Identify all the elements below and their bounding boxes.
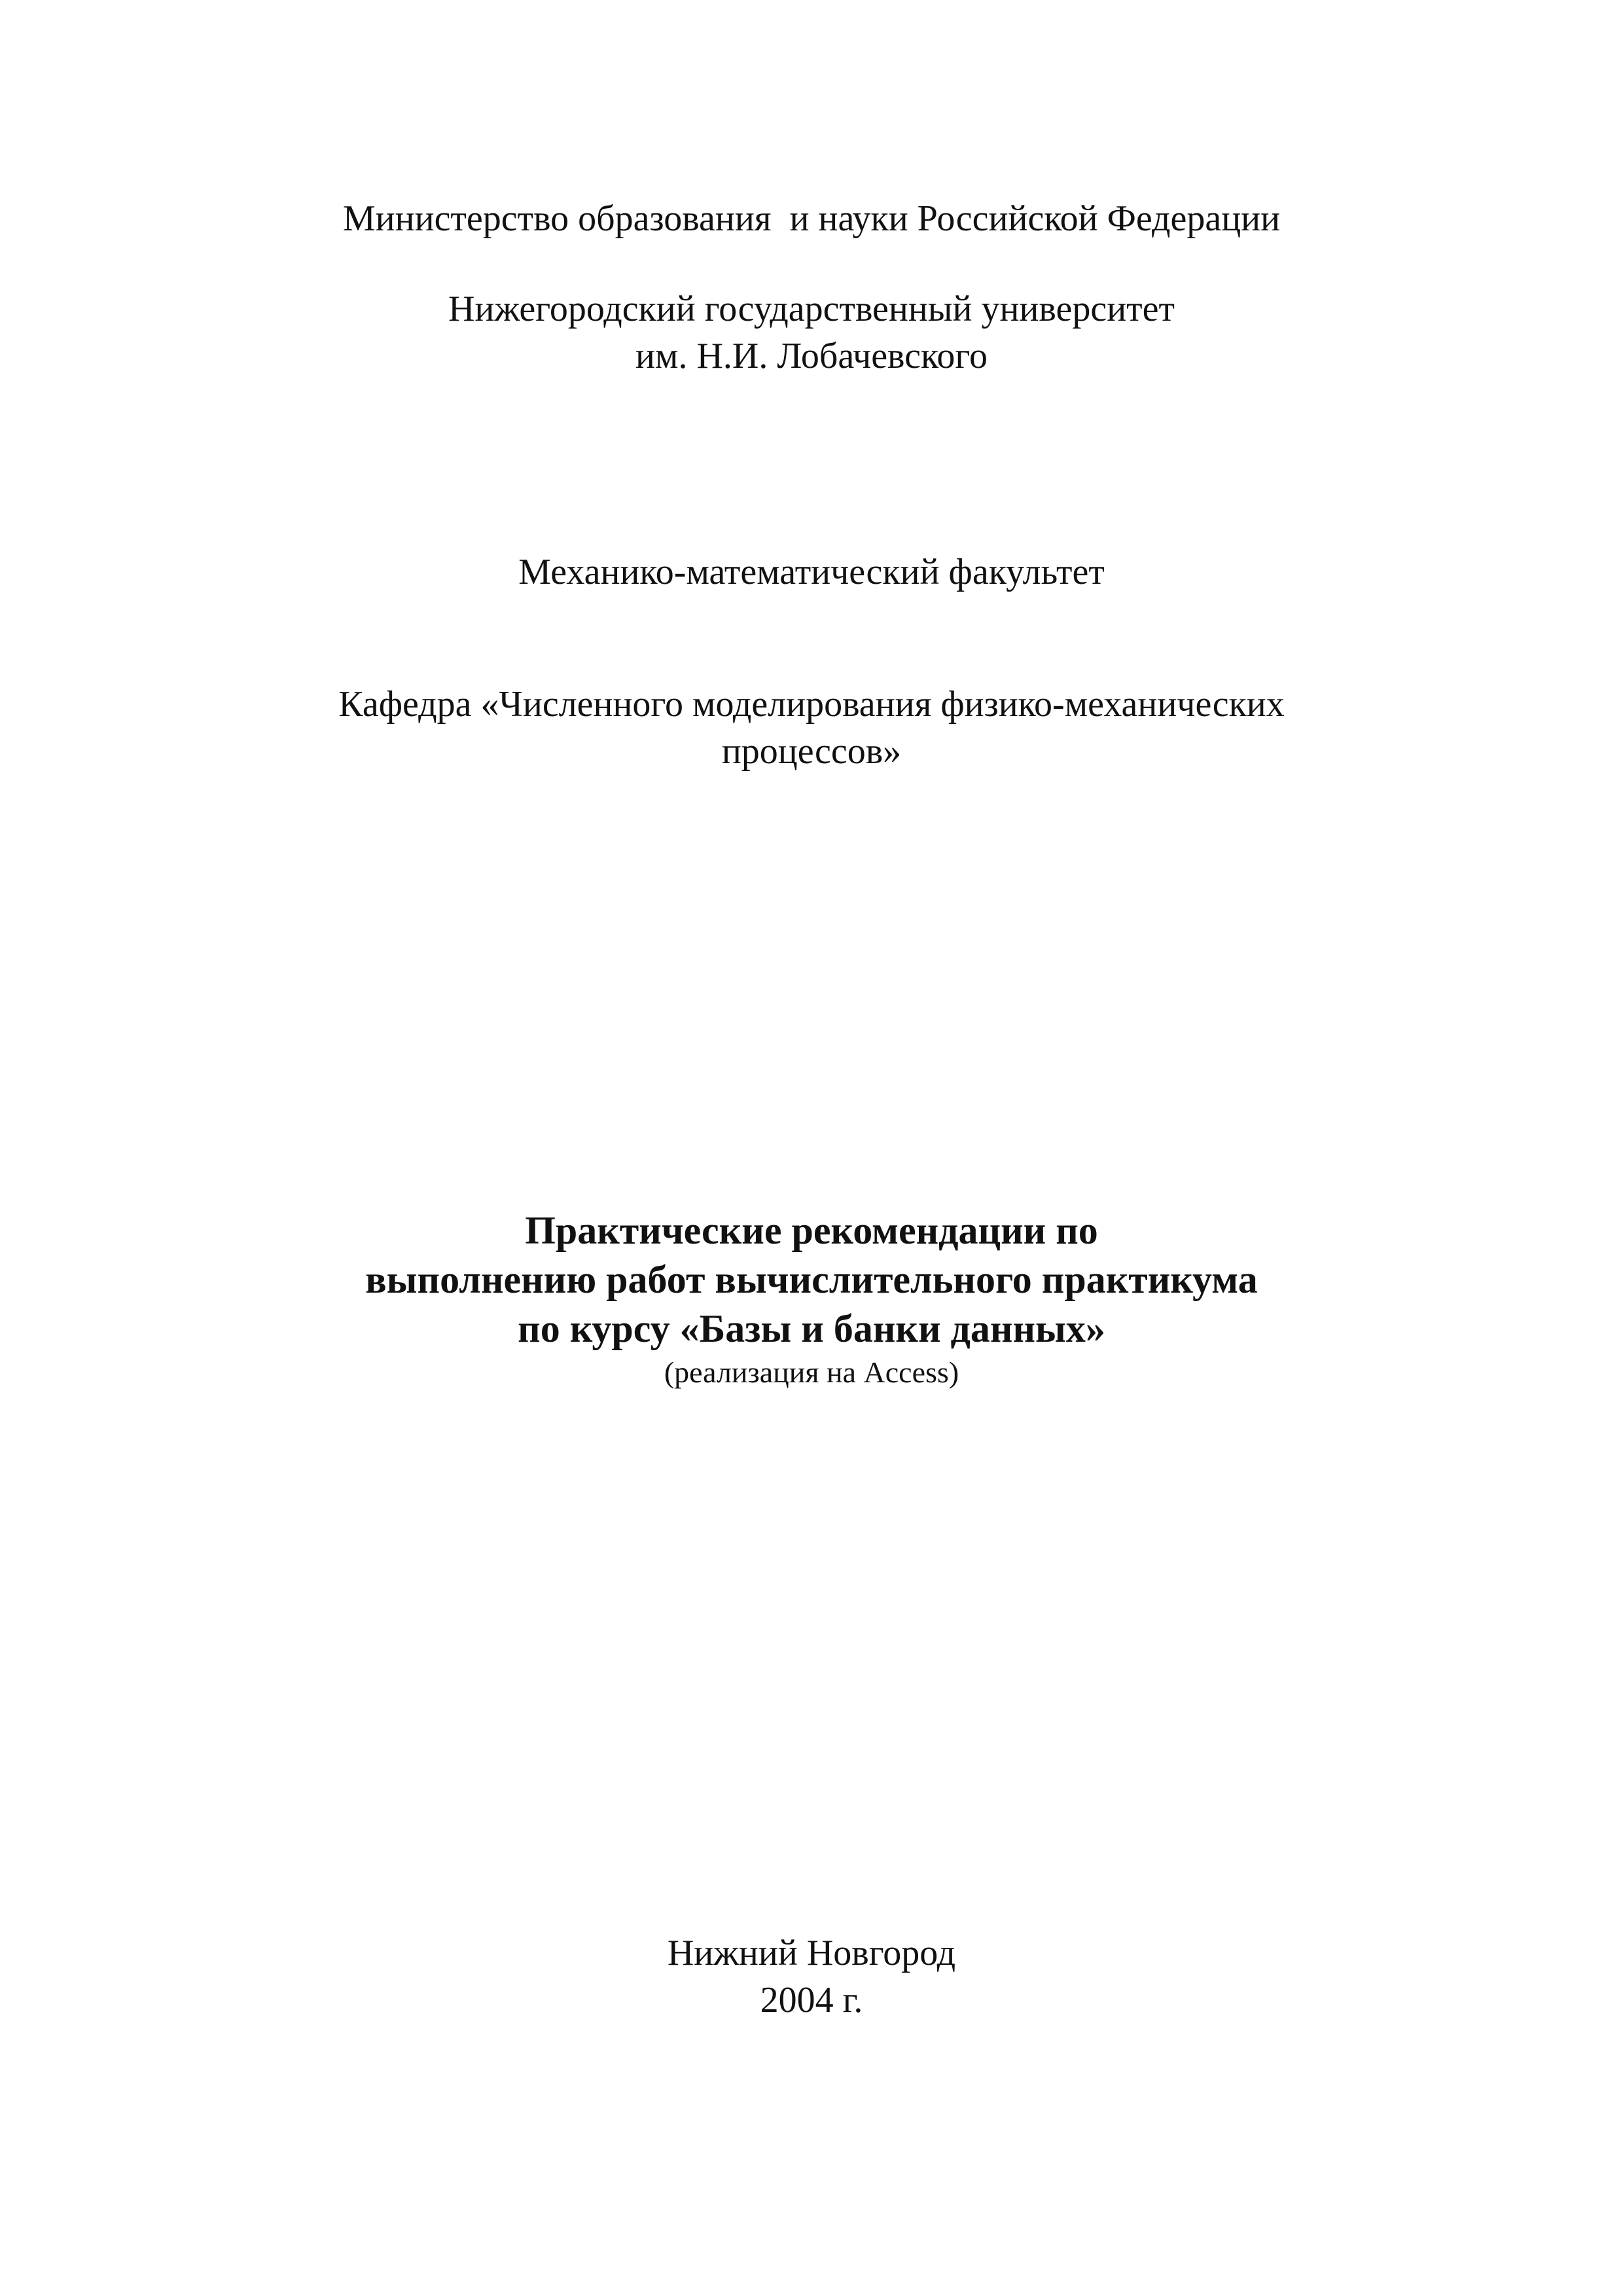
faculty-heading [0, 548, 1623, 596]
publication-city: Нижний Новгород [667, 1933, 956, 1973]
university-name-line1: Нижегородский государственный университет [448, 289, 1175, 329]
document-title [0, 1206, 1623, 1391]
department-heading [0, 681, 1623, 775]
faculty-text: Механико-математический факультет [518, 552, 1105, 592]
title-line1: Практические рекомендации по [525, 1209, 1098, 1252]
publication-year: 2004 г. [760, 1980, 863, 2020]
title-subtitle: (реализация на Access) [664, 1355, 959, 1389]
publication-info [0, 1929, 1623, 2024]
ministry-heading [0, 195, 1623, 242]
title-line3: по курсу «Базы и банки данных» [518, 1307, 1105, 1350]
department-line2: процессов» [721, 731, 902, 772]
university-name-line2: им. Н.И. Лобачевского [635, 336, 988, 376]
university-heading [0, 285, 1623, 380]
title-line2: выполнению работ вычислительного практикума [365, 1258, 1258, 1301]
ministry-text: Министерство образования и науки Российской Федерации [342, 198, 1281, 239]
department-line1: Кафедра «Численного моделирования физико-механических [338, 684, 1285, 725]
